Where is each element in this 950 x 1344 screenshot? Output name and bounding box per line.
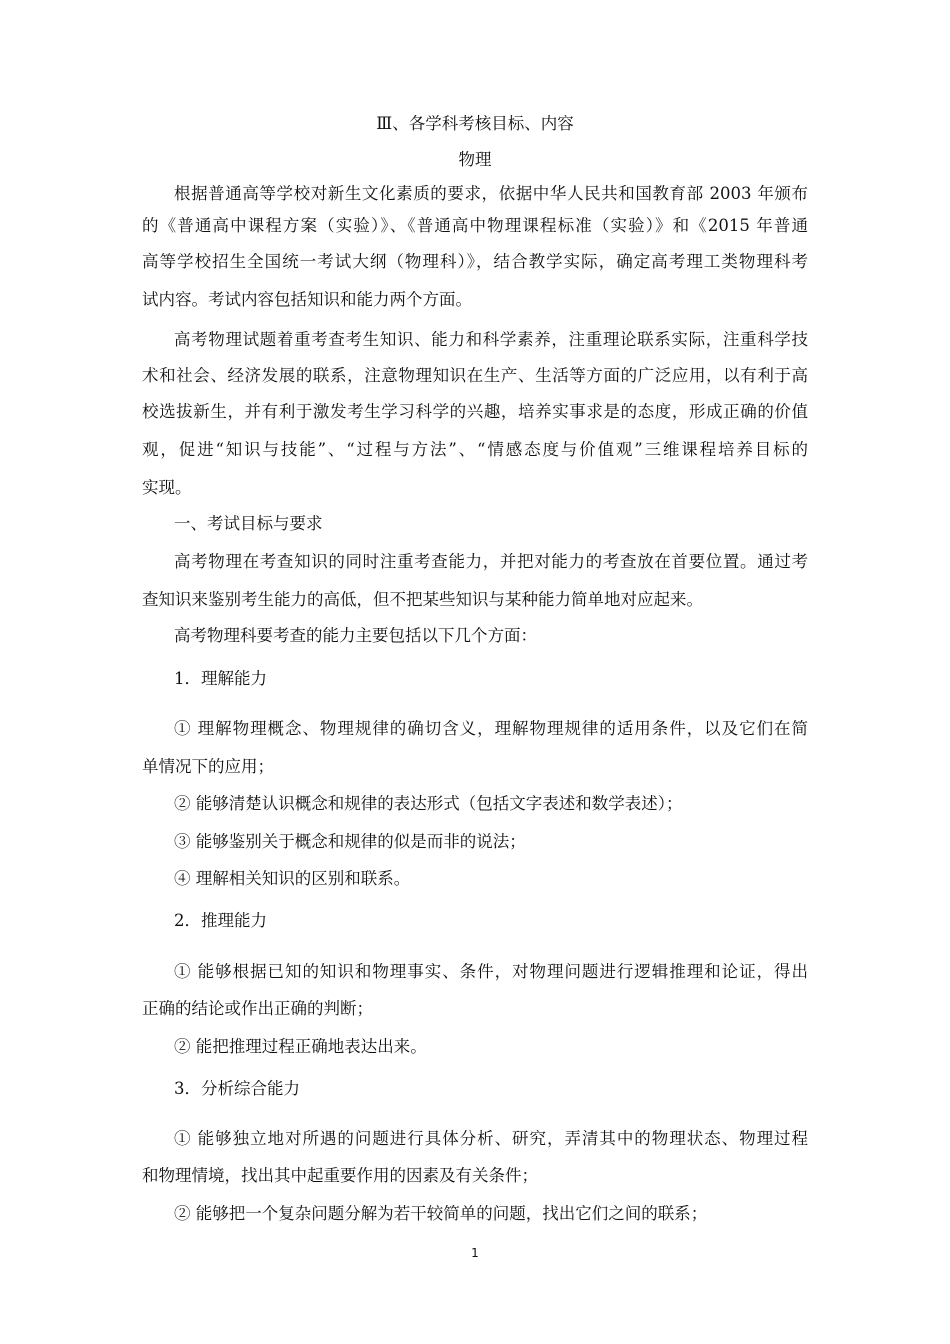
page-number: 1 xyxy=(471,1246,479,1260)
text-line: 单情况下的应用； xyxy=(142,757,274,776)
text-line: 实现。 xyxy=(142,478,192,497)
list-item: ④ 理解相关知识的区别和联系。 xyxy=(174,869,411,888)
text-line: 高等学校招生全国统一考试大纲（物理科）》，结合教学实际，确定高考理工类物理科考 xyxy=(142,252,808,271)
text-line: 的《普通高中课程方案（实验）》、《普通高中物理课程标准（实验）》和《2015 年普通 xyxy=(142,216,808,235)
list-item: ① 理解物理概念、物理规律的确切含义，理解物理规律的适用条件，以及它们在简 xyxy=(174,719,808,738)
text-line: 高考物理试题着重考查考生知识、能力和科学素养，注重理论联系实际，注重科学技 xyxy=(174,330,808,349)
text-line: 试内容。考试内容包括知识和能力两个方面。 xyxy=(142,290,472,309)
ability-heading: 1．理解能力 xyxy=(174,669,267,688)
text-line: 正确的结论或作出正确的判断； xyxy=(142,999,373,1018)
text-line: 查知识来鉴别考生能力的高低，但不把某些知识与某种能力简单地对应起来。 xyxy=(142,590,703,609)
section-subheading: 一、考试目标与要求 xyxy=(174,514,323,533)
text-line: 高考物理科要考查的能力主要包括以下几个方面： xyxy=(174,626,537,645)
text-line: 校选拔新生，并有利于激发考生学习科学的兴趣，培养实事求是的态度，形成正确的价值 xyxy=(142,402,808,421)
text-line: 和物理情境，找出其中起重要作用的因素及有关条件； xyxy=(142,1166,538,1185)
list-item: ② 能够清楚认识概念和规律的表达形式（包括文字表述和数学表述）； xyxy=(174,794,683,813)
text-line: 术和社会、经济发展的联系，注意物理知识在生产、生活等方面的广泛应用，以有利于高 xyxy=(142,366,808,385)
list-item: ② 能够把一个复杂问题分解为若干较简单的问题，找出它们之间的联系； xyxy=(174,1204,708,1223)
text-line: 观，促进“知识与技能”、“过程与方法”、“情感态度与价值观”三维课程培养目标的 xyxy=(142,440,808,459)
list-item: ② 能把推理过程正确地表达出来。 xyxy=(174,1037,427,1056)
ability-heading: 3．分析综合能力 xyxy=(174,1079,300,1098)
text-line: 根据普通高等学校对新生文化素质的要求，依据中华人民共和国教育部 2003 年颁布 xyxy=(174,184,808,203)
list-item: ① 能够根据已知的知识和物理事实、条件，对物理问题进行逻辑推理和论证，得出 xyxy=(174,962,808,981)
section-heading: Ⅲ、各学科考核目标、内容 xyxy=(376,114,574,133)
text-line: 高考物理在考查知识的同时注重考查能力，并把对能力的考查放在首要位置。通过考 xyxy=(174,552,808,571)
list-item: ③ 能够鉴别关于概念和规律的似是而非的说法； xyxy=(174,832,526,851)
subject-title: 物理 xyxy=(458,150,492,169)
ability-heading: 2．推理能力 xyxy=(174,911,267,930)
list-item: ① 能够独立地对所遇的问题进行具体分析、研究，弄清其中的物理状态、物理过程 xyxy=(174,1129,808,1148)
